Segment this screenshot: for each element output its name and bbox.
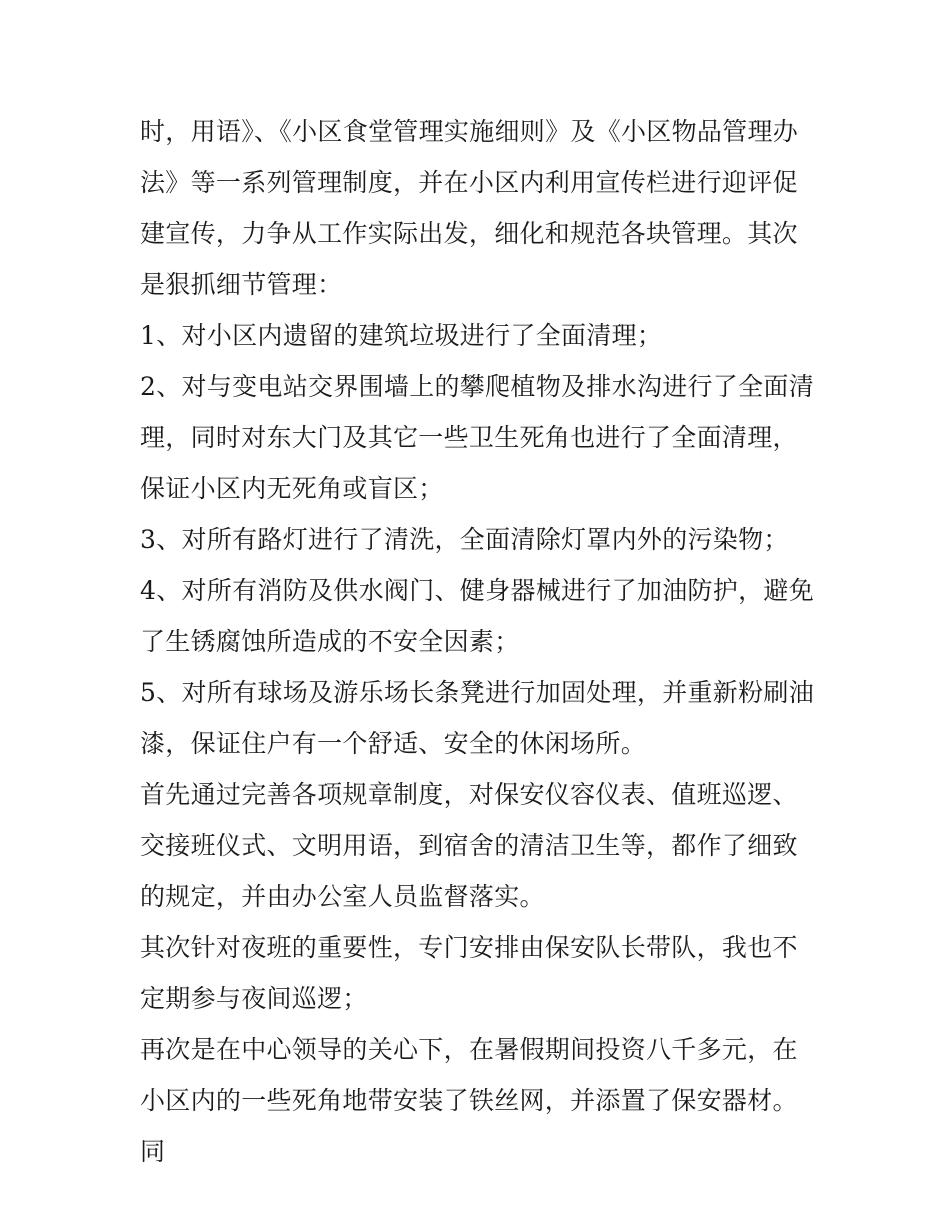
list-item-5: 5、对所有球场及游乐场长条凳进行加固处理，并重新粉刷油漆，保证住户有一个舒适、安全的休闲场所。: [140, 678, 815, 758]
list-item-4: 4、对所有消防及供水阀门、健身器械进行了加油防护，避免了生锈腐蚀所造成的不安全因素；: [140, 576, 815, 656]
list-item-2: 2、对与变电站交界围墙上的攀爬植物及排水沟进行了全面清理，同时对东大门及其它一些卫生死角也进行了全面清理，保证小区内无死角或盲区；: [140, 372, 815, 503]
paragraph-management-rules: 时，用语》、《小区食堂管理实施细则》及《小区物品管理办法》等一系列管理制度，并在小区内利用宣传栏进行迎评促建宣传，力争从工作实际出发，细化和规范各块管理。其次是狠抓细节管理：: [140, 117, 799, 299]
document-body: [140, 106, 820, 1177]
paragraph-night-patrol: 其次针对夜班的重要性，专门安排由保安队长带队，我也不定期参与夜间巡逻；: [140, 933, 798, 1013]
list-item-3: 3、对所有路灯进行了清洗，全面清除灯罩内外的污染物；: [140, 525, 789, 554]
paragraph-regulations: 首先通过完善各项规章制度，对保安仪容仪表、值班巡逻、交接班仪式、文明用语，到宿舍的清洁卫生等，都作了细致的规定，并由办公室人员监督落实。: [140, 780, 798, 911]
list-item-1: 1、对小区内遗留的建筑垃圾进行了全面清理；: [140, 321, 663, 350]
paragraph-investment: 再次是在中心领导的关心下，在暑假期间投资八千多元，在小区内的一些死角地带安装了铁丝网，并添置了保安器材。同: [140, 1035, 798, 1166]
